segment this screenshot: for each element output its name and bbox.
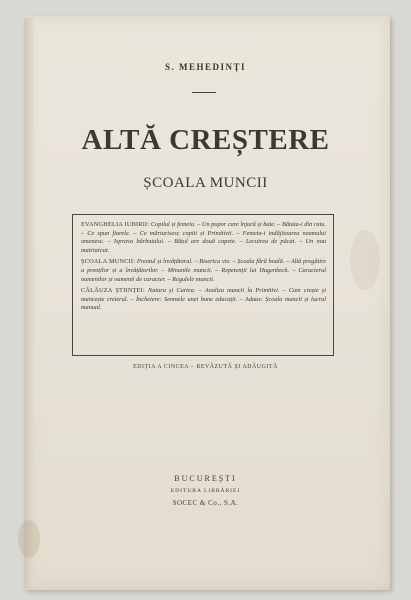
publication-city: BUCUREȘTI bbox=[174, 474, 237, 483]
author-name: S. MEHEDINȚI bbox=[164, 62, 246, 72]
contents-box bbox=[72, 214, 334, 356]
contents-section bbox=[81, 258, 326, 284]
publisher-line-2: SOCEC & Co., S.A. bbox=[172, 499, 239, 507]
contents-section bbox=[81, 287, 326, 313]
book-subtitle: ȘCOALA MUNCII bbox=[143, 175, 268, 191]
age-stain bbox=[18, 520, 40, 558]
section-text: Natura și Cartea. – Analiza muncii la Primitivi. – Cum crește și muncește creierul. – Încheiere: Semnele unei bune educații. – Adaus: Școala muncii și lucrul manual. bbox=[81, 287, 326, 312]
contents-section bbox=[81, 221, 326, 255]
section-heading: EVANGHELIA IUBIRII: bbox=[81, 221, 150, 228]
publisher-line-1: EDITURA LIBRĂRIEI bbox=[170, 488, 241, 494]
section-heading: CĂLĂUZA ȘTIINȚEI: bbox=[81, 287, 145, 295]
section-heading: ȘCOALA MUNCII: bbox=[81, 258, 136, 266]
author-divider bbox=[192, 92, 216, 93]
book-title: ALTĂ CREȘTERE bbox=[81, 124, 330, 156]
edition-note: EDIȚIA A CINCEA – REVĂZUTĂ ȘI ADĂUGITĂ bbox=[133, 364, 278, 370]
section-text: Preotul și învățătorul. – Biserica vie. – Școala fără boală. – Altă pregătire a preoților și a învățătorilor. – Minunile muncii. – Repetenții lui Hagenbeck. – Caracterul oamenilor și oamenii de caracter. – Regulele muncii. bbox=[81, 258, 326, 283]
age-stain bbox=[350, 230, 380, 290]
section-text: Copilul și femeia. – Un popor care înjură și bate. – Bătaia-i din raiu. – Ce spun fiarele. – Ce mărturisesc copiii și Primitivii. – Femeia-i indăjitoarea neamului omenesc. – Isprava bărbatului. – Bățul are două capete. – Lecuirea de păcat. – Un nou matriarcat. bbox=[81, 221, 326, 254]
